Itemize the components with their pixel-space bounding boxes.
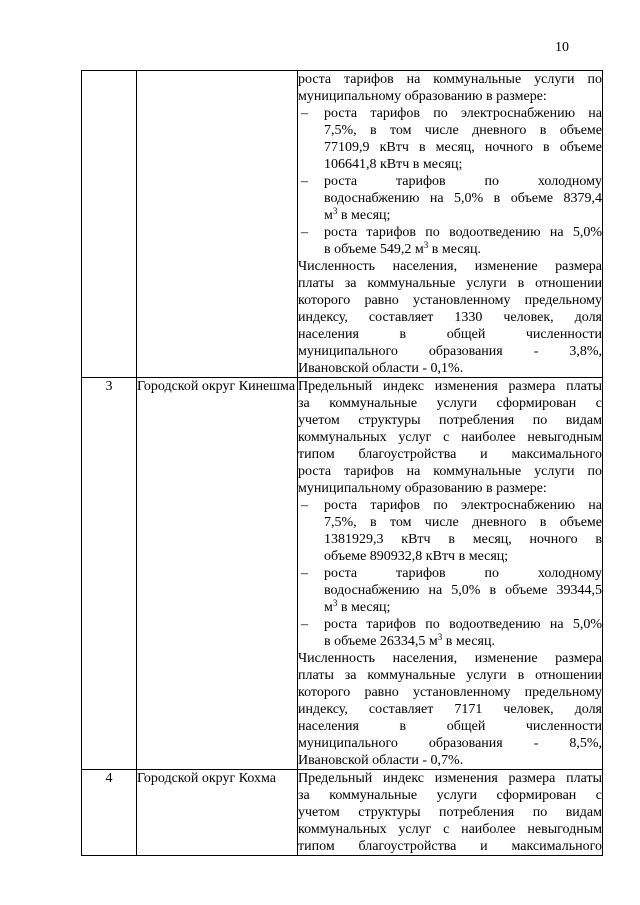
text-line: типом благоустройства и максимального [298,447,602,462]
text-line: за коммунальные услуги сформирован с [298,396,602,411]
text-line: муниципальному образованию в размере: [298,89,547,104]
bullet-item [298,105,602,173]
bullet-item [298,616,602,650]
description-cell [298,770,603,856]
unit-text: в объеме 26334,5 м [324,634,438,649]
unit-superscript: 3 [332,598,338,608]
unit-suffix: в месяц. [442,634,495,649]
text-line: муниципальному образованию в размере: [298,481,547,496]
text-line: 7,5%, в том числе дневного в объеме [324,123,602,138]
text-line: роста тарифов по холодному [324,174,602,189]
text-line: учетом структуры потребления по видам [298,805,602,820]
text-line: роста тарифов по водоотведению на 5,0% [324,225,602,240]
text-line: роста тарифов по холодному [324,566,602,581]
text-line: которого равно установленному предельному [298,293,602,308]
text-line: населения в общей численности [298,327,602,342]
text-line: Предельный индекс изменения размера платы [298,771,602,786]
text-line: за коммунальные услуги сформирован с [298,788,602,803]
text-line: Предельный индекс изменения размера платы [298,379,602,394]
text-line: 77109,9 кВтч в месяц, ночного в объеме [324,140,602,155]
text-line: роста тарифов по электроснабжению на [324,106,602,121]
text-line: индексу, составляет 7171 человек, доля [298,702,602,717]
bullet-item [298,497,602,565]
unit-superscript: 3 [437,632,443,642]
municipality-name: Городской округ Кохма [137,770,298,856]
unit-text: м [324,208,333,223]
text-line: Численность населения, изменение размера [298,651,602,666]
unit-suffix: в месяц; [337,208,391,223]
text-line: индексу, составляет 1330 человек, доля [298,310,602,325]
unit-line [324,241,602,258]
text-line: населения в общей численности [298,719,602,734]
text-line: платы за коммунальные услуги в отношении [298,276,602,291]
text-line: роста тарифов на коммунальные услуги по [298,464,602,479]
text-line: платы за коммунальные услуги в отношении [298,668,602,683]
text-line: которого равно установленному предельному [298,685,602,700]
bullet-item [298,565,602,616]
table-row [82,71,603,378]
text-line: муниципального образования - 8,5%, [298,736,602,751]
tariff-table [81,70,603,856]
unit-suffix: в месяц; [337,600,391,615]
bullet-item [298,173,602,224]
text-line: коммунальных услуг с наиболее невыгодным [298,822,602,837]
unit-text: м [324,600,333,615]
text-line: муниципального образования - 3,8%, [298,344,602,359]
dash-marker: – [301,174,308,189]
text-line: водоснабжению на 5,0% в объеме 39344,5 [324,583,602,598]
text-line: роста тарифов по электроснабжению на [324,498,602,513]
unit-suffix: в месяц. [428,242,481,257]
text-line: типом благоустройства и максимального [298,839,602,854]
bullet-item [298,224,602,258]
text-line: коммунальных услуг с наиболее невыгодным [298,430,602,445]
unit-text: в объеме 549,2 м [324,242,424,257]
unit-line [324,207,602,224]
row-number: 3 [82,378,137,770]
text-line: Ивановской области - 0,7%. [298,753,464,768]
dash-marker: – [301,106,308,121]
table-row [82,770,603,856]
text-line: Численность населения, изменение размера [298,259,602,274]
text-line: 1381929,3 кВтч в месяц, ночного в [324,532,602,547]
municipality-name [137,71,298,378]
text-line: учетом структуры потребления по видам [298,413,602,428]
text-line: роста тарифов на коммунальные услуги по [298,72,602,87]
text-line: Ивановской области - 0,1%. [298,361,464,376]
text-line: объеме 890932,8 кВтч в месяц; [324,549,509,564]
table-row [82,378,603,770]
description-cell [298,378,603,770]
unit-superscript: 3 [423,240,429,250]
page-number: 10 [555,40,569,55]
dash-marker: – [301,225,308,240]
row-number: 4 [82,770,137,856]
dash-marker: – [301,566,308,581]
unit-line [324,633,602,650]
row-number [82,71,137,378]
unit-line [324,599,602,616]
municipality-name: Городской округ Кинешма [137,378,298,770]
dash-marker: – [301,617,308,632]
text-line: 106641,8 кВтч в месяц; [324,157,463,172]
dash-marker: – [301,498,308,513]
text-line: 7,5%, в том числе дневного в объеме [324,515,602,530]
description-cell [298,71,603,378]
text-line: водоснабжению на 5,0% в объеме 8379,4 [324,191,602,206]
text-line: роста тарифов по водоотведению на 5,0% [324,617,602,632]
unit-superscript: 3 [332,206,338,216]
